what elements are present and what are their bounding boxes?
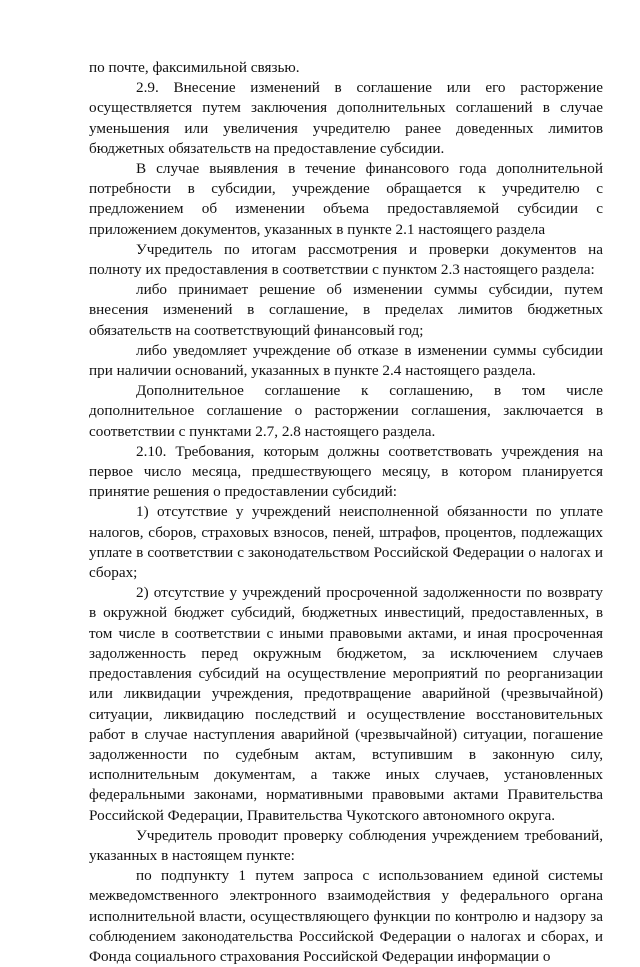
paragraph-verification: Учредитель проводит проверку соблюдения учреждением требований, указанных в настоящем пункте: (89, 826, 603, 864)
paragraph-review: Учредитель по итогам рассмотрения и проверки документов на полноту их предоставления в соответствии с пунктом 2.3 настоящего раздела: (89, 240, 603, 279)
paragraph-continuation: по почте, факсимильной связью. (89, 59, 300, 76)
paragraph-decision-refusal: либо уведомляет учреждение об отказе в изменении суммы субсидии при наличии оснований, указанных в пункте 2.4 настоящего раздела. (89, 341, 603, 380)
paragraph-additional-agreement: Дополнительное соглашение к соглашению, в том числе дополнительное соглашение о расторжении соглашения, заключается в соответствии с пунктами 2.7, 2.8 настоящего раздела. (89, 382, 603, 440)
document-body (89, 58, 603, 967)
paragraph-requirement-2: 2) отсутствие у учреждений просроченной задолженности по возврату в окружной бюджет субсидий, бюджетных инвестиций, предоставленных, в том числе в соответствии с иными правовыми актами, и иная просроченная задолженность перед окружным бюджетом, за исключением случаев предоставления субсидий на осуществление мероприятий по реорганизации или ликвидации учреждения, предотвращение аварийной (чрезвычайной) ситуации, ликвидацию последствий и осуществление восстановительных работ в случае наступления аварийной (чрезвычайной) ситуации, погашение задолженности по судебным актам, вступившим в законную силу, исполнительным документам, а также иных случаев, установленных федеральными законами, нормативными правовыми актами Правительства Российской Федерации, Правительства Чукотского автономного округа. (89, 584, 603, 824)
paragraph-subpoint-1: по подпункту 1 путем запроса с использованием единой системы межведомственного электронного взаимодействия у федерального органа исполнительной власти, осуществляющего функции по контролю и надзору за соблюдением законодательства Российской Федерации о налогах и сборах, и Фонда социального страхования Российской Федерации информации о (89, 867, 603, 965)
paragraph-decision-change: либо принимает решение об изменении суммы субсидии, путем внесения изменений в соглашение, в пределах лимитов бюджетных обязательств на соответствующий финансовый год; (89, 281, 603, 339)
paragraph-additional-need: В случае выявления в течение финансового года дополнительной потребности в субсидии, учреждение обращается к учредителю с предложением об изменении объема предоставляемой субсидии с приложением документов, указанных в пункте 2.1 настоящего раздела (89, 160, 603, 238)
paragraph-2-9: 2.9. Внесение изменений в соглашение или его расторжение осуществляется путем заключения дополнительных соглашений в случае уменьшения или увеличения учредителю ранее доведенных лимитов бюджетных обязательств на предоставление субсидии. (89, 79, 603, 157)
paragraph-2-10: 2.10. Требования, которым должны соответствовать учреждения на первое число месяца, предшествующего месяцу, в котором планируется принятие решения о предоставлении субсидий: (89, 442, 603, 501)
paragraph-requirement-1: 1) отсутствие у учреждений неисполненной обязанности по уплате налогов, сборов, страховых взносов, пеней, штрафов, процентов, подлежащих уплате в соответствии с законодательством Российской Федерации о налогах и сборах; (89, 503, 603, 582)
